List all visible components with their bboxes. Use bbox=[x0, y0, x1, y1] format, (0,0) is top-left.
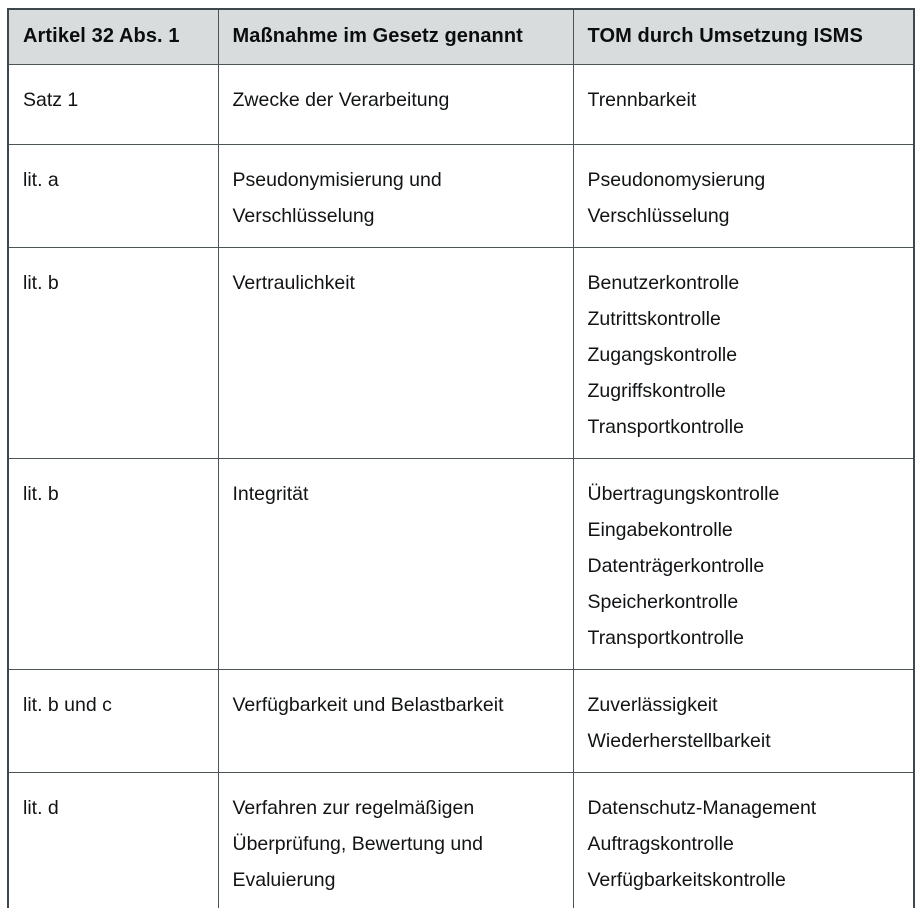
cell-text: Benutzerkontrolle bbox=[587, 271, 740, 294]
cell-text: Satz 1 bbox=[23, 88, 79, 111]
cell-text: Übertragungskontrolle bbox=[587, 482, 780, 505]
table-row bbox=[8, 144, 914, 247]
cell-text: Transportkontrolle bbox=[587, 626, 744, 649]
cell-text: Verschlüsselung bbox=[232, 204, 375, 227]
table-header bbox=[8, 9, 914, 64]
cell-text: Integrität bbox=[232, 482, 309, 505]
cell-text: lit. b bbox=[23, 482, 59, 505]
cell-text: Zugriffskontrolle bbox=[587, 379, 726, 402]
header-artikel: Artikel 32 Abs. 1 bbox=[8, 9, 218, 64]
table-row bbox=[8, 772, 914, 908]
cell-massnahme bbox=[218, 64, 573, 144]
header-massnahme: Maßnahme im Gesetz genannt bbox=[218, 9, 573, 64]
cell-text: lit. b und c bbox=[23, 693, 112, 716]
cell-massnahme bbox=[218, 247, 573, 458]
cell-artikel bbox=[8, 669, 218, 772]
cell-text: Zuverlässigkeit bbox=[587, 693, 718, 716]
cell-text: Evaluierung bbox=[232, 868, 336, 891]
cell-tom bbox=[573, 144, 914, 247]
cell-text: Datenträgerkontrolle bbox=[587, 554, 765, 577]
cell-tom bbox=[573, 247, 914, 458]
cell-text: Eingabekontrolle bbox=[587, 518, 733, 541]
cell-text: Pseudonymisierung und bbox=[232, 168, 442, 191]
cell-tom bbox=[573, 669, 914, 772]
cell-text: Vertraulichkeit bbox=[232, 271, 355, 294]
cell-artikel bbox=[8, 458, 218, 669]
cell-massnahme bbox=[218, 458, 573, 669]
cell-tom bbox=[573, 458, 914, 669]
cell-massnahme bbox=[218, 669, 573, 772]
cell-text: lit. a bbox=[23, 168, 59, 191]
cell-text: Zutrittskontrolle bbox=[587, 307, 721, 330]
cell-artikel bbox=[8, 772, 218, 908]
table-row bbox=[8, 458, 914, 669]
cell-text: Verfügbarkeit und Belastbarkeit bbox=[232, 693, 504, 716]
table-row bbox=[8, 669, 914, 772]
header-tom: TOM durch Umsetzung ISMS bbox=[573, 9, 914, 64]
cell-text: Datenschutz-Management bbox=[587, 796, 817, 819]
cell-artikel bbox=[8, 247, 218, 458]
cell-massnahme bbox=[218, 144, 573, 247]
cell-text: Verfahren zur regelmäßigen bbox=[232, 796, 475, 819]
header-row bbox=[8, 9, 914, 64]
cell-text: Zugangskontrolle bbox=[587, 343, 738, 366]
cell-text: Überprüfung, Bewertung und bbox=[232, 832, 483, 855]
cell-text: Pseudonomysierung bbox=[587, 168, 766, 191]
table-row bbox=[8, 247, 914, 458]
cell-artikel bbox=[8, 64, 218, 144]
cell-text: lit. d bbox=[23, 796, 59, 819]
cell-text: lit. b bbox=[23, 271, 59, 294]
tom-mapping-table bbox=[7, 8, 915, 908]
cell-text: Zwecke der Verarbeitung bbox=[232, 88, 450, 111]
cell-text: Auftragskontrolle bbox=[587, 832, 734, 855]
cell-text: Verschlüsselung bbox=[587, 204, 730, 227]
cell-text: Speicherkontrolle bbox=[587, 590, 739, 613]
cell-massnahme bbox=[218, 772, 573, 908]
cell-text: Transportkontrolle bbox=[587, 415, 744, 438]
cell-text: Wiederherstellbarkeit bbox=[587, 729, 771, 752]
table-body bbox=[8, 64, 914, 908]
cell-text: Trennbarkeit bbox=[587, 88, 697, 111]
cell-tom bbox=[573, 772, 914, 908]
cell-text: Verfügbarkeitskontrolle bbox=[587, 868, 786, 891]
cell-tom bbox=[573, 64, 914, 144]
cell-artikel bbox=[8, 144, 218, 247]
table-row bbox=[8, 64, 914, 144]
